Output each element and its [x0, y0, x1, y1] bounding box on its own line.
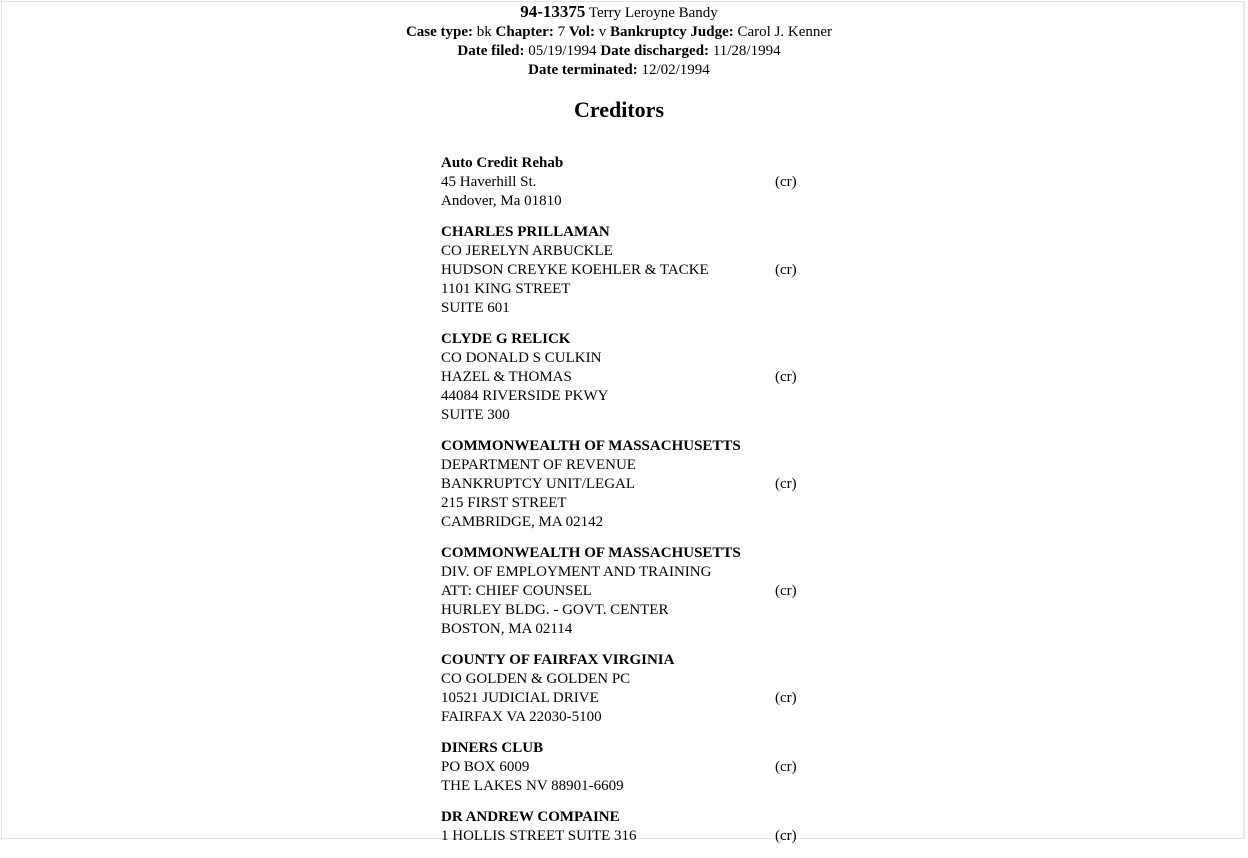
creditor-address-line: CO JERELYN ARBUCKLE [441, 243, 613, 259]
creditor-address-line: DEPARTMENT OF REVENUE [441, 457, 636, 473]
creditor-address-line: FAIRFAX VA 22030-5100 [441, 709, 602, 725]
creditor-entry [441, 808, 841, 846]
creditor-address-line: 1 HOLLIS STREET SUITE 316 [441, 828, 637, 844]
case-type-value: bk [476, 24, 492, 40]
creditor-address-line: PO BOX 6009 [441, 759, 530, 775]
creditor-name: CLYDE G RELICK [441, 331, 571, 347]
case-header [0, 2, 1238, 80]
case-number: 94-13375 [520, 2, 586, 21]
date-filed-label: Date filed: [457, 43, 525, 59]
creditor-type-tag: (cr) [775, 369, 797, 385]
creditor-name: COMMONWEALTH OF MASSACHUSETTS [441, 545, 741, 561]
creditor-entry [441, 330, 841, 425]
creditor-address-line: CO DONALD S CULKIN [441, 350, 602, 366]
creditor-type-tag: (cr) [775, 174, 797, 190]
creditor-entry [441, 651, 841, 727]
date-terminated-value: 12/02/1994 [641, 62, 710, 78]
creditor-address-line: 215 FIRST STREET [441, 495, 567, 511]
creditor-type-tag: (cr) [775, 262, 797, 278]
creditor-type-tag: (cr) [775, 583, 797, 599]
debtor-name: Terry Leroyne Bandy [588, 5, 718, 21]
creditor-address-line: HUDSON CREYKE KOEHLER & TACKE [441, 262, 709, 278]
creditor-address-line: SUITE 601 [441, 300, 510, 316]
creditor-address-line: 45 Haverhill St. [441, 174, 537, 190]
judge-value: Carol J. Kenner [737, 24, 833, 40]
case-header-line-1 [0, 2, 1238, 23]
creditor-entry [441, 544, 841, 639]
creditor-name: DINERS CLUB [441, 740, 544, 756]
creditor-address-line: DIV. OF EMPLOYMENT AND TRAINING [441, 564, 712, 580]
case-header-line-4 [0, 61, 1238, 80]
page-title: Creditors [573, 97, 665, 122]
creditor-address-line: ATT: CHIEF COUNSEL [441, 583, 592, 599]
creditor-address-line: HAZEL & THOMAS [441, 369, 572, 385]
date-discharged-value: 11/28/1994 [712, 43, 781, 59]
vol-label: Vol: [568, 24, 595, 40]
creditor-address-line: BOSTON, MA 02114 [441, 621, 573, 637]
creditor-address-line: HURLEY BLDG. - GOVT. CENTER [441, 602, 669, 618]
creditor-address-line: Andover, Ma 01810 [441, 193, 562, 209]
creditor-address-line: 1101 KING STREET [441, 281, 571, 297]
date-discharged-label: Date discharged: [600, 43, 710, 59]
creditor-address-line: BANKRUPTCY UNIT/LEGAL [441, 476, 636, 492]
creditor-name: Auto Credit Rehab [441, 155, 564, 171]
case-header-line-3 [0, 42, 1238, 61]
creditor-type-tag: (cr) [775, 759, 797, 775]
creditor-name: COUNTY OF FAIRFAX VIRGINIA [441, 652, 675, 668]
judge-label: Bankruptcy Judge: [609, 24, 734, 40]
creditor-address-line: SUITE 300 [441, 407, 510, 423]
creditor-entry [441, 223, 841, 318]
creditor-address-line: 10521 JUDICIAL DRIVE [441, 690, 599, 706]
creditor-type-tag: (cr) [775, 828, 797, 844]
chapter-value: 7 [557, 24, 566, 40]
creditor-name: COMMONWEALTH OF MASSACHUSETTS [441, 438, 741, 454]
creditor-address-line: CAMBRIDGE, MA 02142 [441, 514, 604, 530]
creditor-list [441, 154, 841, 858]
creditor-type-tag: (cr) [775, 690, 797, 706]
case-type-label: Case type: [405, 24, 474, 40]
creditor-address-line: 44084 RIVERSIDE PKWY [441, 388, 609, 404]
creditor-entry [441, 154, 841, 211]
creditor-name: DR ANDREW COMPAINE [441, 809, 620, 825]
creditor-entry [441, 437, 841, 532]
vol-value: v [598, 24, 607, 40]
creditor-address-line: CO GOLDEN & GOLDEN PC [441, 671, 631, 687]
creditor-address-line: THE LAKES NV 88901-6609 [441, 778, 624, 794]
date-filed-value: 05/19/1994 [528, 43, 597, 59]
creditor-name: CHARLES PRILLAMAN [441, 224, 610, 240]
creditor-type-tag: (cr) [775, 476, 797, 492]
creditor-entry [441, 739, 841, 796]
date-terminated-label: Date terminated: [528, 62, 638, 78]
chapter-label: Chapter: [495, 24, 554, 40]
case-header-line-2 [0, 23, 1238, 42]
